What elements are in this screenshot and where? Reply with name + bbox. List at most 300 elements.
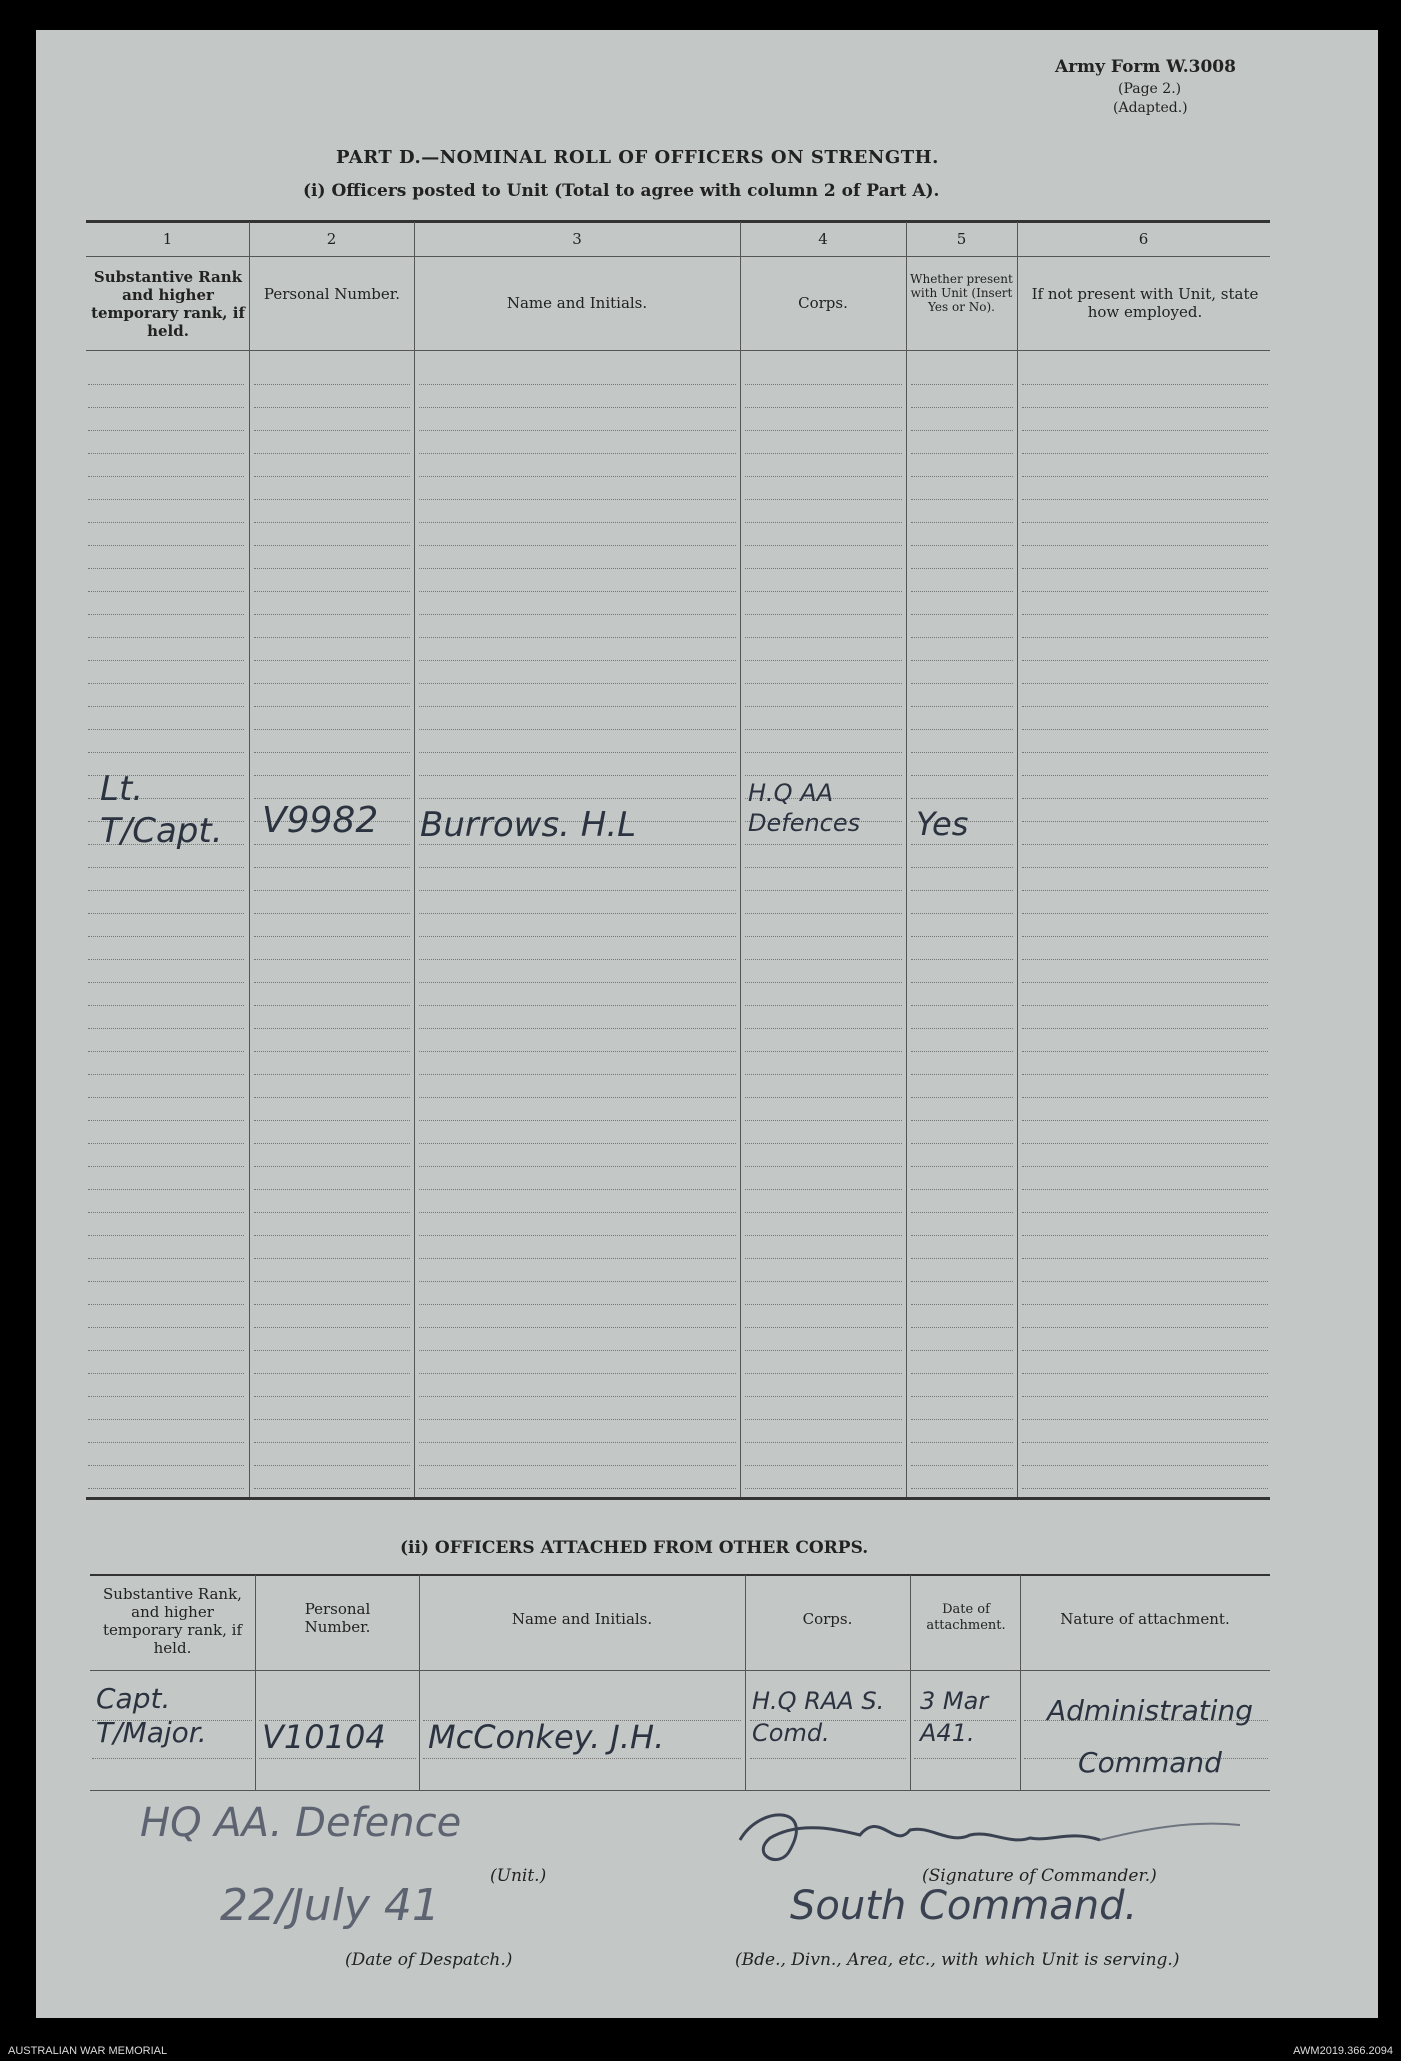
ruled-line: [911, 1350, 1013, 1351]
ruled-line: [254, 1143, 410, 1144]
entry-rank: Lt. T/Capt.: [100, 769, 223, 851]
header-corps: Corps.: [802, 1610, 853, 1628]
ruled-line: [911, 798, 1013, 799]
ruled-line: [1022, 545, 1268, 546]
ruled-line: [745, 430, 902, 431]
ruled-line: [1022, 1235, 1268, 1236]
ruled-line: [419, 959, 736, 960]
ruled-line: [254, 1373, 410, 1374]
ruled-line: [254, 982, 410, 983]
header-nature-attachment: Nature of attachment.: [1060, 1610, 1230, 1628]
ruled-line: [911, 890, 1013, 891]
ruled-line: [1022, 499, 1268, 500]
ruled-line: [911, 1396, 1013, 1397]
ruled-line: [750, 1758, 906, 1759]
table2-col-divider: [1020, 1575, 1021, 1790]
form-id: Army Form W.3008: [1055, 57, 1236, 77]
ruled-line: [88, 1419, 244, 1420]
ruled-line: [88, 1189, 244, 1190]
ruled-line: [911, 1189, 1013, 1190]
ruled-line: [1022, 384, 1268, 385]
ruled-line: [911, 1097, 1013, 1098]
ruled-line: [1022, 798, 1268, 799]
ruled-line: [1022, 982, 1268, 983]
ruled-line: [911, 1258, 1013, 1259]
table1-top-rule: [86, 220, 1270, 223]
ruled-line: [88, 706, 244, 707]
header-rank: Substantive Rank, and higher temporary rank, if held.: [102, 1585, 243, 1657]
ruled-line: [911, 867, 1013, 868]
ruled-line: [1022, 660, 1268, 661]
table1-col-divider: [740, 222, 741, 1497]
table2-col-divider: [910, 1575, 911, 1790]
ruled-line: [1022, 1419, 1268, 1420]
ruled-line: [911, 1005, 1013, 1006]
ruled-line: [1022, 1143, 1268, 1144]
ruled-line: [911, 1327, 1013, 1328]
ruled-line: [88, 1488, 244, 1489]
ruled-line: [88, 752, 244, 753]
ruled-line: [911, 1120, 1013, 1121]
ruled-line: [1022, 706, 1268, 707]
ruled-line: [419, 890, 736, 891]
ruled-line: [419, 798, 736, 799]
part-title: PART D.—NOMINAL ROLL OF OFFICERS ON STRENGTH.: [336, 147, 939, 168]
ruled-line: [419, 1097, 736, 1098]
ruled-line: [911, 1166, 1013, 1167]
ruled-line: [745, 913, 902, 914]
ruled-line: [88, 1373, 244, 1374]
ruled-line: [419, 1212, 736, 1213]
ruled-line: [745, 476, 902, 477]
ruled-line: [419, 683, 736, 684]
col-number: 2: [326, 230, 337, 248]
ruled-line: [911, 1442, 1013, 1443]
ruled-line: [911, 384, 1013, 385]
ruled-line: [911, 407, 1013, 408]
ruled-line: [419, 1166, 736, 1167]
ruled-line: [911, 1028, 1013, 1029]
ruled-line: [911, 1419, 1013, 1420]
ruled-line: [88, 936, 244, 937]
header-personal-number: Personal Number.: [263, 285, 401, 303]
signature-caption: (Signature of Commander.): [922, 1866, 1157, 1886]
form-adapted: (Adapted.): [1113, 100, 1188, 116]
ruled-line: [88, 867, 244, 868]
ruled-line: [1022, 1120, 1268, 1121]
ruled-line: [911, 476, 1013, 477]
header-corps: Corps.: [798, 294, 848, 312]
ruled-line: [254, 407, 410, 408]
ruled-line: [745, 1258, 902, 1259]
ruled-line: [419, 476, 736, 477]
ruled-line: [259, 1758, 416, 1759]
ruled-line: [745, 1304, 902, 1305]
ruled-line: [254, 1028, 410, 1029]
ruled-line: [419, 1281, 736, 1282]
ruled-line: [88, 1442, 244, 1443]
ruled-line: [745, 1465, 902, 1466]
ruled-line: [254, 637, 410, 638]
ruled-line: [1022, 729, 1268, 730]
ruled-line: [1022, 683, 1268, 684]
header-name: Name and Initials.: [511, 1610, 653, 1628]
ruled-line: [911, 1212, 1013, 1213]
ruled-line: [1022, 407, 1268, 408]
ruled-line: [745, 499, 902, 500]
ruled-line: [745, 522, 902, 523]
ruled-line: [423, 1758, 741, 1759]
ruled-line: [88, 1235, 244, 1236]
ruled-line: [911, 522, 1013, 523]
ruled-line: [419, 1442, 736, 1443]
ruled-line: [92, 1758, 252, 1759]
ruled-line: [419, 982, 736, 983]
entry-name: McConkey. J.H.: [428, 1718, 665, 1756]
ruled-line: [419, 568, 736, 569]
ruled-line: [254, 867, 410, 868]
ruled-line: [911, 1235, 1013, 1236]
ruled-line: [911, 1074, 1013, 1075]
ruled-line: [745, 1419, 902, 1420]
ruled-line: [745, 614, 902, 615]
ruled-line: [254, 1396, 410, 1397]
ruled-line: [419, 1120, 736, 1121]
ruled-line: [88, 1097, 244, 1098]
ruled-line: [419, 1419, 736, 1420]
ruled-line: [1022, 1005, 1268, 1006]
ruled-line: [911, 545, 1013, 546]
col-number: 3: [572, 230, 582, 248]
entry-personal-number: V10104: [262, 1718, 386, 1756]
ruled-line: [1022, 821, 1268, 822]
entry-date-attachment: 3 Mar A41.: [920, 1687, 989, 1747]
ruled-line: [1022, 867, 1268, 868]
ruled-line: [254, 1120, 410, 1121]
table1-col-divider: [1017, 222, 1018, 1497]
ruled-line: [419, 522, 736, 523]
ruled-line: [745, 775, 902, 776]
ruled-line: [254, 1258, 410, 1259]
ruled-line: [254, 775, 410, 776]
ruled-line: [88, 476, 244, 477]
ruled-line: [911, 706, 1013, 707]
ruled-line: [88, 545, 244, 546]
ruled-line: [88, 453, 244, 454]
entry-name: Burrows. H.L: [420, 805, 637, 845]
ruled-line: [1022, 1304, 1268, 1305]
ruled-line: [745, 407, 902, 408]
ruled-line: [1022, 1350, 1268, 1351]
ruled-line: [911, 959, 1013, 960]
header-name: Name and Initials.: [506, 294, 648, 312]
col-number: 4: [818, 230, 828, 248]
ruled-line: [745, 1189, 902, 1190]
ruled-line: [1022, 1166, 1268, 1167]
header-rank: Substantive Rank and higher temporary rank, if held.: [91, 268, 245, 340]
ruled-line: [745, 844, 902, 845]
table2-col-divider: [745, 1575, 746, 1790]
ruled-line: [254, 706, 410, 707]
ruled-line: [911, 982, 1013, 983]
ruled-line: [88, 1166, 244, 1167]
ruled-line: [745, 1350, 902, 1351]
ruled-line: [419, 637, 736, 638]
footer-credit: AUSTRALIAN WAR MEMORIAL: [8, 2045, 168, 2057]
ruled-line: [1022, 637, 1268, 638]
ruled-line: [88, 1074, 244, 1075]
ruled-line: [254, 1465, 410, 1466]
ruled-line: [254, 545, 410, 546]
ruled-line: [419, 1304, 736, 1305]
ruled-line: [419, 1074, 736, 1075]
ruled-line: [254, 683, 410, 684]
ruled-line: [911, 637, 1013, 638]
ruled-line: [1022, 1212, 1268, 1213]
ruled-line: [1022, 1051, 1268, 1052]
ruled-line: [419, 752, 736, 753]
ruled-line: [419, 1373, 736, 1374]
ruled-line: [254, 1189, 410, 1190]
ruled-line: [419, 1465, 736, 1466]
ruled-line: [88, 1327, 244, 1328]
col-number: 5: [956, 230, 967, 248]
ruled-line: [88, 384, 244, 385]
ruled-line: [745, 683, 902, 684]
ruled-line: [88, 1120, 244, 1121]
ruled-line: [911, 453, 1013, 454]
ruled-line: [745, 1373, 902, 1374]
ruled-line: [1022, 775, 1268, 776]
section2-title: (ii) OFFICERS ATTACHED FROM OTHER CORPS.: [400, 1538, 869, 1558]
ruled-line: [1022, 430, 1268, 431]
ruled-line: [88, 890, 244, 891]
ruled-line: [1022, 1258, 1268, 1259]
unit-value: HQ AA. Defence: [140, 1800, 462, 1846]
ruled-line: [419, 591, 736, 592]
ruled-line: [254, 1005, 410, 1006]
ruled-line: [254, 752, 410, 753]
date-value: 22/July 41: [220, 1880, 440, 1931]
ruled-line: [1022, 913, 1268, 914]
ruled-line: [911, 499, 1013, 500]
ruled-line: [419, 430, 736, 431]
ruled-line: [745, 1097, 902, 1098]
ruled-line: [911, 913, 1013, 914]
entry-present: Yes: [916, 805, 969, 843]
ruled-line: [88, 614, 244, 615]
ruled-line: [419, 660, 736, 661]
ruled-line: [419, 453, 736, 454]
header-employment: If not present with Unit, state how employed.: [1031, 285, 1259, 321]
ruled-line: [911, 775, 1013, 776]
ruled-line: [254, 1074, 410, 1075]
ruled-line: [254, 476, 410, 477]
table2-col-divider: [255, 1575, 256, 1790]
ruled-line: [419, 1350, 736, 1351]
ruled-line: [254, 1419, 410, 1420]
table2-bottom-rule: [90, 1790, 1270, 1791]
ruled-line: [745, 1396, 902, 1397]
ruled-line: [745, 729, 902, 730]
ruled-line: [745, 1143, 902, 1144]
ruled-line: [419, 614, 736, 615]
ruled-line: [745, 453, 902, 454]
ruled-line: [1022, 1442, 1268, 1443]
table1-col-divider: [906, 222, 907, 1497]
table1-header-rule: [86, 350, 1270, 351]
ruled-line: [88, 1350, 244, 1351]
ruled-line: [88, 1005, 244, 1006]
ruled-line: [419, 499, 736, 500]
table2-col-divider: [419, 1575, 420, 1790]
ruled-line: [254, 1051, 410, 1052]
ruled-line: [88, 1051, 244, 1052]
ruled-line: [419, 1005, 736, 1006]
ruled-line: [1022, 1281, 1268, 1282]
ruled-line: [911, 752, 1013, 753]
ruled-line: [1022, 936, 1268, 937]
ruled-line: [88, 1304, 244, 1305]
ruled-line: [745, 1327, 902, 1328]
ruled-line: [1022, 614, 1268, 615]
ruled-line: [911, 729, 1013, 730]
ruled-line: [419, 1327, 736, 1328]
ruled-line: [88, 1028, 244, 1029]
entry-nature-attachment: Administrating Command: [1046, 1694, 1254, 1779]
ruled-line: [911, 1373, 1013, 1374]
ruled-line: [745, 1074, 902, 1075]
ruled-line: [254, 568, 410, 569]
header-date-attachment: Date of attachment.: [926, 1602, 1006, 1633]
ruled-line: [1022, 1074, 1268, 1075]
footer-reference: AWM2019.366.2094: [1293, 2045, 1393, 2057]
ruled-line: [745, 1281, 902, 1282]
ruled-line: [745, 1028, 902, 1029]
ruled-line: [1022, 890, 1268, 891]
ruled-line: [745, 1051, 902, 1052]
ruled-line: [911, 936, 1013, 937]
ruled-line: [911, 430, 1013, 431]
ruled-line: [88, 1465, 244, 1466]
ruled-line: [1022, 1028, 1268, 1029]
ruled-line: [1022, 1465, 1268, 1466]
serving-value: South Command.: [790, 1883, 1138, 1929]
entry-personal-number: V9982: [262, 800, 379, 841]
ruled-line: [254, 1327, 410, 1328]
ruled-line: [254, 522, 410, 523]
table1-col-divider: [414, 222, 415, 1497]
ruled-line: [1022, 844, 1268, 845]
ruled-line: [419, 1051, 736, 1052]
ruled-line: [88, 430, 244, 431]
ruled-line: [745, 1212, 902, 1213]
ruled-line: [254, 1166, 410, 1167]
ruled-line: [745, 890, 902, 891]
ruled-line: [745, 1235, 902, 1236]
ruled-line: [419, 1258, 736, 1259]
ruled-line: [88, 522, 244, 523]
ruled-line: [911, 1281, 1013, 1282]
table1-number-rule: [86, 256, 1270, 257]
ruled-line: [745, 1120, 902, 1121]
ruled-line: [88, 407, 244, 408]
ruled-line: [254, 430, 410, 431]
ruled-line: [911, 614, 1013, 615]
ruled-line: [254, 499, 410, 500]
ruled-line: [1022, 568, 1268, 569]
ruled-line: [745, 1488, 902, 1489]
ruled-line: [419, 1189, 736, 1190]
ruled-line: [1022, 1097, 1268, 1098]
ruled-line: [419, 729, 736, 730]
ruled-line: [254, 959, 410, 960]
ruled-line: [745, 1005, 902, 1006]
ruled-line: [254, 1350, 410, 1351]
ruled-line: [254, 1442, 410, 1443]
ruled-line: [1022, 1189, 1268, 1190]
ruled-line: [745, 936, 902, 937]
ruled-line: [419, 407, 736, 408]
ruled-line: [419, 936, 736, 937]
ruled-line: [911, 844, 1013, 845]
header-present: Whether present with Unit (Insert Yes or No).: [910, 272, 1013, 314]
ruled-line: [745, 706, 902, 707]
ruled-line: [419, 1028, 736, 1029]
ruled-line: [254, 660, 410, 661]
ruled-line: [88, 1396, 244, 1397]
table1-col-divider: [249, 222, 250, 1497]
ruled-line: [745, 384, 902, 385]
ruled-line: [745, 545, 902, 546]
ruled-line: [745, 660, 902, 661]
ruled-line: [745, 982, 902, 983]
ruled-line: [419, 867, 736, 868]
ruled-line: [745, 867, 902, 868]
ruled-line: [88, 637, 244, 638]
header-personal-number: Personal Number.: [304, 1600, 371, 1636]
table2-header-rule: [90, 1670, 1270, 1671]
ruled-line: [911, 1304, 1013, 1305]
ruled-line: [911, 1143, 1013, 1144]
ruled-line: [911, 568, 1013, 569]
ruled-line: [88, 959, 244, 960]
ruled-line: [419, 1396, 736, 1397]
ruled-line: [254, 384, 410, 385]
ruled-line: [88, 683, 244, 684]
ruled-line: [745, 959, 902, 960]
ruled-line: [254, 729, 410, 730]
ruled-line: [88, 982, 244, 983]
ruled-line: [88, 499, 244, 500]
section1-title: (i) Officers posted to Unit (Total to agree with column 2 of Part A).: [303, 181, 940, 201]
ruled-line: [745, 591, 902, 592]
ruled-line: [88, 568, 244, 569]
entry-corps: H.Q RAA S. Comd.: [752, 1687, 885, 1747]
unit-caption: (Unit.): [490, 1866, 547, 1886]
ruled-line: [745, 568, 902, 569]
ruled-line: [88, 1258, 244, 1259]
entry-corps: H.Q AA Defences: [748, 779, 861, 837]
ruled-line: [254, 913, 410, 914]
ruled-line: [911, 1465, 1013, 1466]
ruled-line: [911, 660, 1013, 661]
ruled-line: [419, 1143, 736, 1144]
ruled-line: [745, 637, 902, 638]
ruled-line: [1022, 1327, 1268, 1328]
ruled-line: [254, 1235, 410, 1236]
ruled-line: [254, 1304, 410, 1305]
